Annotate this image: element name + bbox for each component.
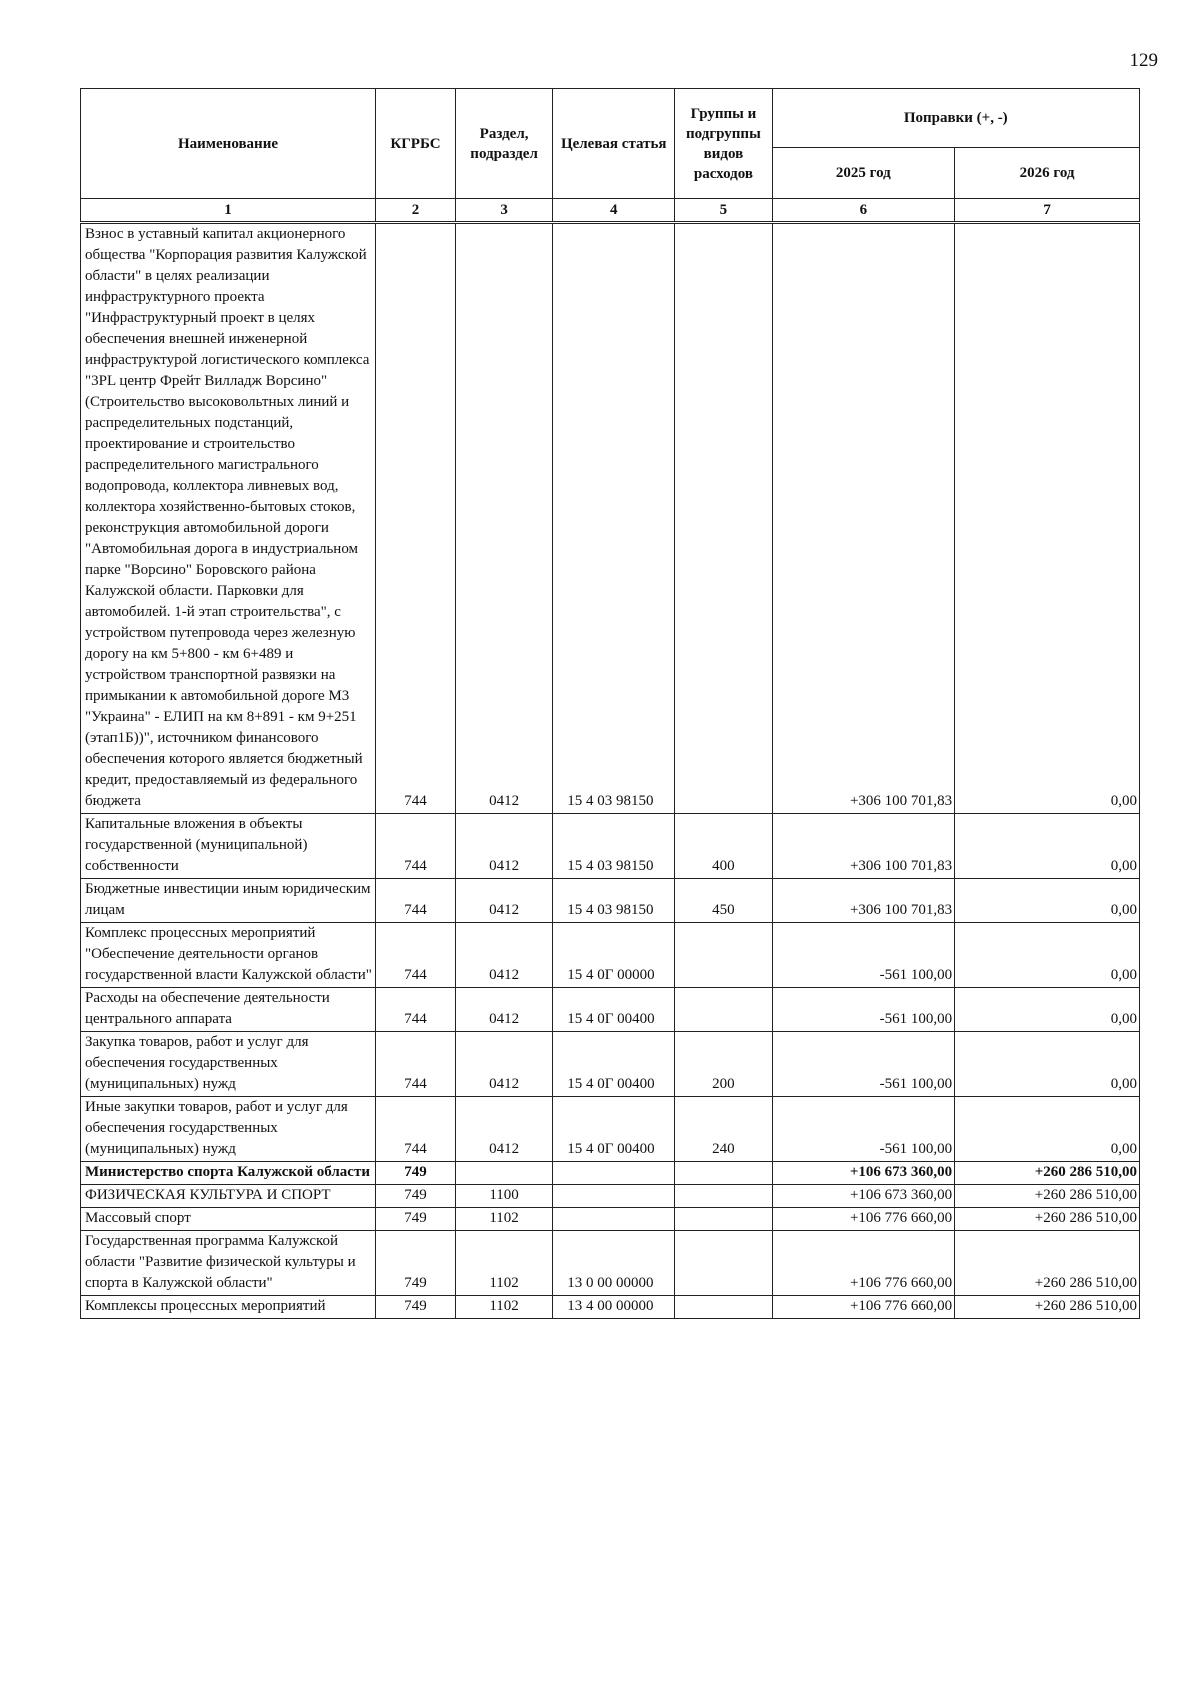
row-kgrbs: 744 — [376, 988, 456, 1032]
budget-amendments-table — [80, 88, 1140, 1319]
header-year-2025: 2025 год — [772, 148, 955, 199]
column-number: 6 — [772, 199, 955, 223]
row-amount-2025: +106 673 360,00 — [772, 1162, 955, 1185]
row-kgrbs: 749 — [376, 1162, 456, 1185]
row-amount-2026: 0,00 — [955, 988, 1140, 1032]
header-groups: Группы и подгруппы видов расходов — [675, 89, 772, 199]
row-name: Массовый спорт — [81, 1208, 376, 1231]
row-groups — [675, 923, 772, 988]
column-number: 2 — [376, 199, 456, 223]
row-groups: 450 — [675, 879, 772, 923]
row-name: ФИЗИЧЕСКАЯ КУЛЬТУРА И СПОРТ — [81, 1185, 376, 1208]
header-kgrbs: КГРБС — [376, 89, 456, 199]
row-section: 1102 — [455, 1296, 552, 1319]
row-section: 1102 — [455, 1208, 552, 1231]
row-name: Закупка товаров, работ и услуг для обеспечения государственных (муниципальных) нужд — [81, 1032, 376, 1097]
column-number: 4 — [553, 199, 675, 223]
row-section: 0412 — [455, 923, 552, 988]
table-row — [81, 1296, 1140, 1319]
row-amount-2025: -561 100,00 — [772, 1097, 955, 1162]
row-target: 15 4 0Г 00000 — [553, 923, 675, 988]
row-kgrbs: 749 — [376, 1296, 456, 1319]
row-target — [553, 1208, 675, 1231]
row-name: Министерство спорта Калужской области — [81, 1162, 376, 1185]
row-groups — [675, 223, 772, 814]
row-kgrbs: 749 — [376, 1185, 456, 1208]
row-target: 13 4 00 00000 — [553, 1296, 675, 1319]
row-amount-2025: +306 100 701,83 — [772, 879, 955, 923]
row-target: 15 4 03 98150 — [553, 814, 675, 879]
row-amount-2026: 0,00 — [955, 879, 1140, 923]
row-kgrbs: 744 — [376, 923, 456, 988]
table-row — [81, 1185, 1140, 1208]
table-row — [81, 923, 1140, 988]
row-amount-2026: 0,00 — [955, 223, 1140, 814]
column-number: 7 — [955, 199, 1140, 223]
row-kgrbs: 744 — [376, 1097, 456, 1162]
row-target: 15 4 03 98150 — [553, 879, 675, 923]
row-amount-2026: +260 286 510,00 — [955, 1185, 1140, 1208]
column-number: 3 — [455, 199, 552, 223]
row-kgrbs: 744 — [376, 1032, 456, 1097]
row-section: 1102 — [455, 1231, 552, 1296]
table-row — [81, 1231, 1140, 1296]
row-section: 1100 — [455, 1185, 552, 1208]
table-header — [81, 89, 1140, 223]
row-amount-2025: +306 100 701,83 — [772, 814, 955, 879]
row-target: 15 4 0Г 00400 — [553, 1097, 675, 1162]
row-groups: 200 — [675, 1032, 772, 1097]
row-amount-2025: -561 100,00 — [772, 923, 955, 988]
table-row — [81, 1208, 1140, 1231]
row-amount-2026: +260 286 510,00 — [955, 1296, 1140, 1319]
table-row — [81, 988, 1140, 1032]
row-target: 15 4 0Г 00400 — [553, 1032, 675, 1097]
column-number: 5 — [675, 199, 772, 223]
row-target — [553, 1185, 675, 1208]
row-groups: 240 — [675, 1097, 772, 1162]
row-groups — [675, 1231, 772, 1296]
row-kgrbs: 749 — [376, 1208, 456, 1231]
row-target: 13 0 00 00000 — [553, 1231, 675, 1296]
row-groups — [675, 1185, 772, 1208]
row-name: Расходы на обеспечение деятельности центрального аппарата — [81, 988, 376, 1032]
row-section: 0412 — [455, 879, 552, 923]
table-row — [81, 1162, 1140, 1185]
row-amount-2025: +106 673 360,00 — [772, 1185, 955, 1208]
row-section: 0412 — [455, 223, 552, 814]
row-section: 0412 — [455, 988, 552, 1032]
row-target — [553, 1162, 675, 1185]
row-amount-2026: +260 286 510,00 — [955, 1231, 1140, 1296]
header-year-2026: 2026 год — [955, 148, 1140, 199]
row-amount-2025: -561 100,00 — [772, 988, 955, 1032]
row-amount-2025: -561 100,00 — [772, 1032, 955, 1097]
row-name: Комплекс процессных мероприятий "Обеспечение деятельности органов государственной власти Калужской области" — [81, 923, 376, 988]
row-target: 15 4 03 98150 — [553, 223, 675, 814]
row-name: Взнос в уставный капитал акционерного общества "Корпорация развития Калужской области" в целях реализации инфраструктурного проекта "Инфраструктурный проект в целях обеспечения внешней инженерной инфраструктурой логистического комплекса "3PL центр Фрейт Вилладж Ворсино" (Строительство высоковольтных линий и распределительных подстанций, проектирование и строительство распределительного магистрального водопровода, коллектора ливневых вод, коллектора хозяйственно-бытовых стоков, реконструкция автомобильной дороги "Автомобильная дорога в индустриальном парке "Ворсино" Боровского района Калужской области. Парковки для автомобилей. 1-й этап строительства", с устройством путепровода через железную дорогу на км 5+800 - км 6+489 и устройством транспортной развязки на примыкании к автомобильной дороге М3 "Украина" - ЕЛИП на км 8+891 - км 9+251 (этап1Б))", источником финансового обеспечения которого является бюджетный кредит, предоставляемый из федерального бюджета — [81, 223, 376, 814]
row-amount-2026: +260 286 510,00 — [955, 1162, 1140, 1185]
table-row — [81, 223, 1140, 814]
row-kgrbs: 744 — [376, 223, 456, 814]
column-number: 1 — [81, 199, 376, 223]
row-amount-2026: 0,00 — [955, 1032, 1140, 1097]
row-name: Капитальные вложения в объекты государственной (муниципальной) собственности — [81, 814, 376, 879]
row-amount-2026: 0,00 — [955, 814, 1140, 879]
row-kgrbs: 749 — [376, 1231, 456, 1296]
row-kgrbs: 744 — [376, 879, 456, 923]
row-section: 0412 — [455, 1097, 552, 1162]
row-name: Иные закупки товаров, работ и услуг для обеспечения государственных (муниципальных) нужд — [81, 1097, 376, 1162]
row-name: Государственная программа Калужской области "Развитие физической культуры и спорта в Калужской области" — [81, 1231, 376, 1296]
header-amendments: Поправки (+, -) — [772, 89, 1139, 148]
row-section: 0412 — [455, 1032, 552, 1097]
row-groups — [675, 1296, 772, 1319]
header-target: Целевая статья — [553, 89, 675, 199]
row-name: Бюджетные инвестиции иным юридическим лицам — [81, 879, 376, 923]
row-groups — [675, 988, 772, 1032]
row-amount-2026: 0,00 — [955, 1097, 1140, 1162]
row-groups — [675, 1208, 772, 1231]
row-target: 15 4 0Г 00400 — [553, 988, 675, 1032]
row-kgrbs: 744 — [376, 814, 456, 879]
page-number: 129 — [1129, 50, 1158, 71]
row-amount-2026: 0,00 — [955, 923, 1140, 988]
table-row — [81, 1032, 1140, 1097]
row-amount-2025: +106 776 660,00 — [772, 1208, 955, 1231]
row-name: Комплексы процессных мероприятий — [81, 1296, 376, 1319]
row-amount-2025: +306 100 701,83 — [772, 223, 955, 814]
row-section: 0412 — [455, 814, 552, 879]
table-row — [81, 1097, 1140, 1162]
table-row — [81, 814, 1140, 879]
row-amount-2025: +106 776 660,00 — [772, 1231, 955, 1296]
row-amount-2026: +260 286 510,00 — [955, 1208, 1140, 1231]
row-groups — [675, 1162, 772, 1185]
row-groups: 400 — [675, 814, 772, 879]
table-row — [81, 879, 1140, 923]
row-amount-2025: +106 776 660,00 — [772, 1296, 955, 1319]
header-name: Наименование — [81, 89, 376, 199]
row-section — [455, 1162, 552, 1185]
header-section: Раздел, подраздел — [455, 89, 552, 199]
